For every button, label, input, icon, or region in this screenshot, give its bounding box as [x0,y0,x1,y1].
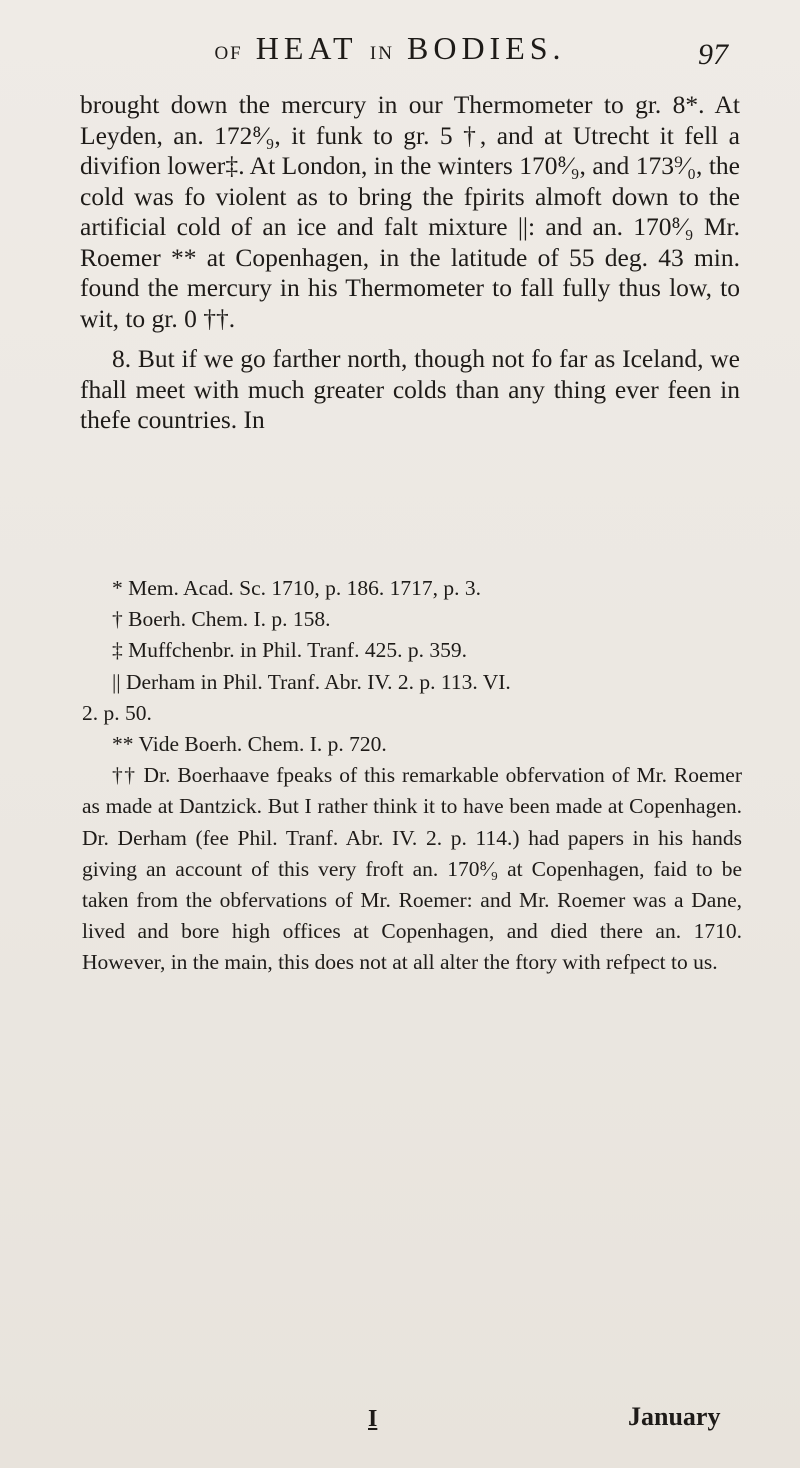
header-of: OF [214,43,243,64]
header-bodies: BODIES. [406,30,566,66]
header-in: IN [369,43,394,64]
paragraph-1: brought down the mercury in our Thermometer to gr. 8*. At Leyden, an. 172⁸⁄₉, it funk to gr. 5 †, and at Utrecht it fell a divifion lower‡. At London, in the winters 170⁸⁄₉, and 173⁹⁄₀, the cold was fo violent as to bring the fpirits almoft down to the artificial cold of an ice and falt mixture ||: and an. 170⁸⁄₉ Mr. Roemer ** at Copenhagen, in the latitude of 55 deg. 43 min. found the mercury in his Thermometer to fall fully thus low, to wit, to gr. 0 ††. [80,90,740,333]
main-text [80,90,740,436]
signature-mark: I [368,1406,378,1432]
footnote-5: ** Vide Boerh. Chem. I. p. 720. [112,732,387,757]
paragraph-2: 8. But if we go farther north, though not fo far as Iceland, we fhall meet with much greater colds than any thing ever feen in thefe countries. In [80,344,740,434]
footnotes [82,573,742,979]
page-number: 97 [698,38,728,71]
footnote-4-continuation: 2. p. 50. [82,700,152,725]
footnote-2: † Boerh. Chem. I. p. 158. [112,607,331,632]
catchword: January [628,1402,721,1431]
footnote-4: || Derham in Phil. Tranf. Abr. IV. 2. p. 113. VI. [112,669,511,694]
footnote-1: * Mem. Acad. Sc. 1710, p. 186. 1717, p. 3. [112,576,482,600]
footnote-6: †† Dr. Boerhaave fpeaks of this remarkable obfervation of Mr. Roemer as made at Dantzick. But I rather think it to have been made at Copenhagen. Dr. Derham (fee Phil. Tranf. Abr. IV. 2. p. 114.) had papers in his hands giving an account of this very froft an. 170⁸⁄₉ at Copenhagen, faid to be taken from the obfervations of Mr. Roemer: and Mr. Roemer was a Dane, lived and bore high offices at Copenhagen, and died there an. 1710. However, in the main, this does not at all alter the ftory with refpect to us. [82,763,742,975]
running-head [110,28,670,74]
footnote-3: ‡ Muffchenbr. in Phil. Tranf. 425. p. 359. [112,638,467,663]
header-heat: HEAT [255,30,357,66]
